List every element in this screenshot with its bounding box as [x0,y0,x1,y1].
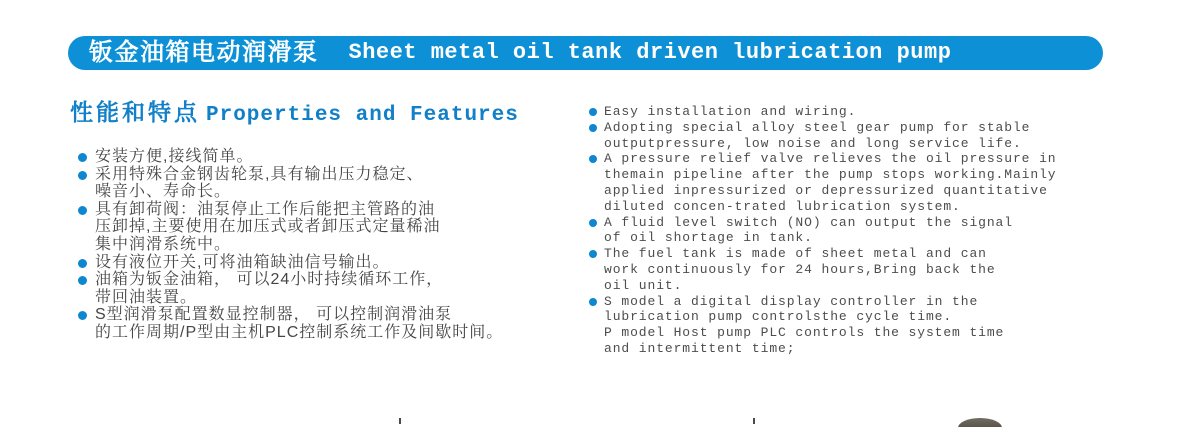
feature-text: A pressure relief valve relieves the oil pressure in themain pipeline after the pump stops working.Mainly applied inpressurized or depressurized quantitative diluted concen-trated lubrication system. [604,151,1057,214]
feature-item [78,271,503,306]
feature-text: 安装方便,接线简单。 [95,148,254,165]
feature-item [589,151,1056,214]
feature-item [589,294,1056,357]
features-list-en [589,104,1056,357]
banner-title-zh: 钣金油箱电动润滑泵 [89,39,319,66]
bullet-icon [78,206,87,215]
feature-item [78,166,503,201]
bullet-icon [589,108,597,116]
bullet-icon [78,276,87,285]
table-border-tick-icon [753,418,755,424]
bullet-icon [78,171,87,180]
feature-text: A fluid level switch (NO) can output the signal of oil shortage in tank. [604,214,1013,246]
bullet-icon [589,298,597,306]
product-photo-top-edge [958,418,1002,427]
feature-text: 采用特殊合金钢齿轮泵,具有输出压力稳定、 噪音小、寿命长。 [95,165,424,201]
feature-item [589,120,1056,152]
feature-text: Adopting special alloy steel gear pump for stable outputpressure, low noise and long service life. [604,119,1031,151]
feature-text: 设有液位开关,可将油箱缺油信号输出。 [95,253,390,271]
feature-text: 具有卸荷阀：油泵停止工作后能把主管路的油 压卸掉,主要使用在加压式或者卸压式定量稀油 集中润滑系统中。 [95,200,441,253]
feature-item [78,306,503,341]
feature-text: S model a digital display controller in the lubrication pump controlsthe cycle time. P model Host pump PLC controls the system time and intermittent time; [604,293,1005,356]
feature-item [589,104,1056,120]
feature-text: Easy installation and wiring. [604,104,857,119]
bullet-icon [589,219,597,227]
feature-text: S型润滑泵配置数显控制器， 可以控制润滑油泵 的工作周期/P型由主机PLC控制系统工作及间歇时间。 [95,306,504,341]
feature-item [78,148,503,166]
bullet-icon [78,259,87,268]
feature-text: 油箱为钣金油箱， 可以24小时持续循环工作， 带回油装置。 [95,271,444,306]
bullet-icon [78,153,87,162]
features-list-zh [78,148,503,342]
bullet-icon [78,311,87,320]
feature-item [78,254,503,272]
section-title-zh: 性能和特点 [70,99,200,125]
feature-item [78,201,503,254]
feature-item [589,215,1056,247]
bullet-icon [589,124,597,132]
bullet-icon [589,250,597,258]
bullet-icon [589,155,597,163]
section-title [70,94,519,127]
feature-text: The fuel tank is made of sheet metal and can work continuously for 24 hours,Bring back the oil unit. [604,246,996,293]
page-header-banner [68,36,1103,70]
feature-item [589,246,1056,293]
section-title-en: Properties and Features [206,104,519,127]
banner-title-en: Sheet metal oil tank driven lubrication pump [348,40,952,65]
table-border-tick-icon [399,418,401,424]
